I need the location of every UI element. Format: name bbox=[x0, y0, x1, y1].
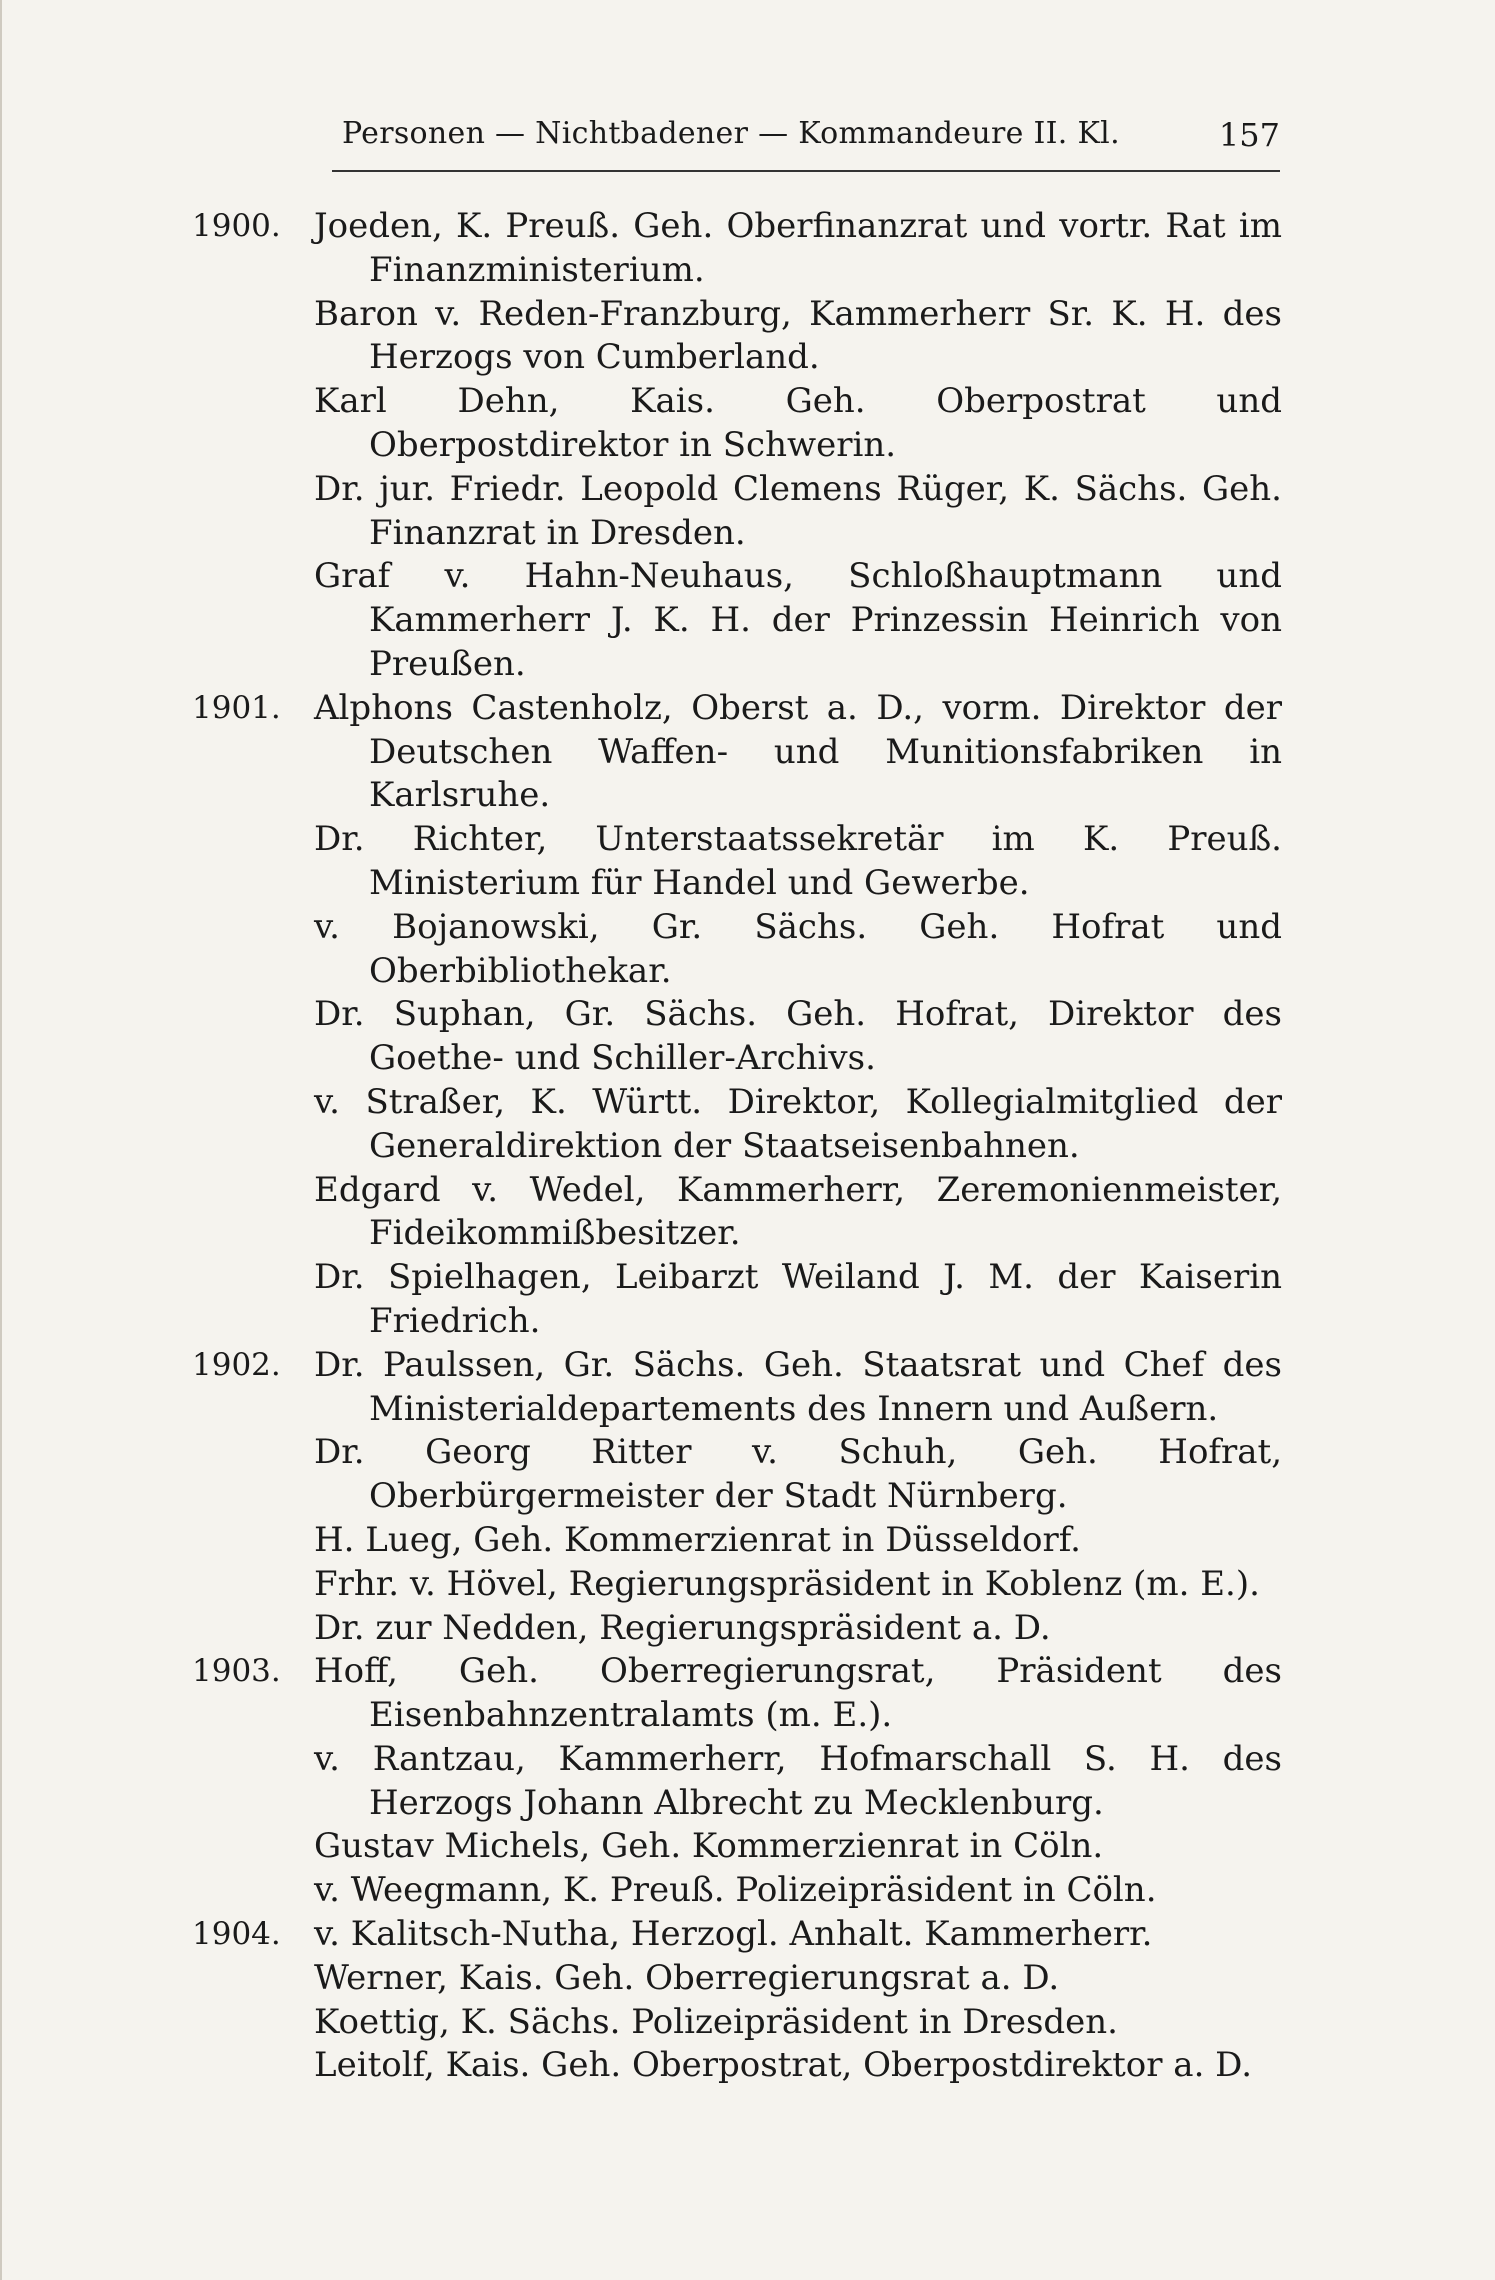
list-item: Gustav Michels, Geh. Kommerzienrat in Cöln. bbox=[314, 1826, 1104, 1867]
list-item: Werner, Kais. Geh. Oberregierungsrat a. D. bbox=[314, 1957, 1060, 1998]
list-item: Dr. zur Nedden, Regierungspräsident a. D. bbox=[314, 1607, 1051, 1648]
header-rule bbox=[332, 170, 1280, 172]
year-label: 1902. bbox=[192, 1346, 281, 1383]
year-label: 1901. bbox=[192, 689, 281, 726]
year-label: 1904. bbox=[192, 1916, 281, 1953]
list-item: Leitolf, Kais. Geh. Oberpostrat, Oberpostdirektor a. D. bbox=[314, 2045, 1253, 2086]
list-item: Alphons Castenholz, Oberst a. D., vorm. Direktor der Deutschen Waffen- und Munitionsfabriken in Karlsruhe. bbox=[314, 687, 1282, 816]
list-item: Frhr. v. Hövel, Regierungspräsident in Koblenz (m. E.). bbox=[314, 1563, 1260, 1604]
list-item: v. Weegmann, K. Preuß. Polizeipräsident in Cöln. bbox=[314, 1870, 1157, 1911]
running-head bbox=[332, 110, 1280, 160]
year-block-1900 bbox=[192, 205, 1292, 687]
list-item: Baron v. Reden-Franzburg, Kammerherr Sr. K. H. des Herzogs von Cumberland. bbox=[314, 293, 1282, 378]
page-number: 157 bbox=[1218, 116, 1280, 154]
list-item: v. Straßer, K. Württ. Direktor, Kollegialmitglied der Generaldirektion der Staatseisenbahnen. bbox=[314, 1081, 1282, 1166]
list-item: Dr. Suphan, Gr. Sächs. Geh. Hofrat, Direktor des Goethe- und Schiller-Archivs. bbox=[314, 994, 1282, 1079]
list-item: Koettig, K. Sächs. Polizeipräsident in Dresden. bbox=[314, 2001, 1118, 2042]
year-label: 1900. bbox=[192, 208, 281, 244]
list-item: Joeden, K. Preuß. Geh. Oberfinanzrat und vortr. Rat im Finanzministerium. bbox=[314, 206, 1282, 290]
list-item: v. Bojanowski, Gr. Sächs. Geh. Hofrat und Oberbibliothekar. bbox=[314, 906, 1282, 991]
entry-list bbox=[314, 1650, 1282, 1913]
list-item: H. Lueg, Geh. Kommerzienrat in Düsseldorf. bbox=[314, 1519, 1081, 1560]
list-item: Karl Dehn, Kais. Geh. Oberpostrat und Oberpostdirektor in Schwerin. bbox=[314, 381, 1282, 465]
running-head-title: Personen — Nichtbadener — Kommandeure II. Kl. bbox=[342, 116, 1120, 151]
list-item: Edgard v. Wedel, Kammerherr, Zeremonienmeister, Fideikommißbesitzer. bbox=[314, 1169, 1282, 1254]
list-item: Hoff, Geh. Oberregierungsrat, Präsident des Eisenbahnzentralamts (m. E.). bbox=[314, 1651, 1282, 1736]
list-item: v. Kalitsch-Nutha, Herzogl. Anhalt. Kammerherr. bbox=[314, 1914, 1153, 1955]
list-item: Dr. Richter, Unterstaatssekretär im K. Preuß. Ministerium für Handel und Gewerbe. bbox=[314, 819, 1282, 903]
year-block-1902 bbox=[192, 1344, 1292, 1651]
entry-list bbox=[314, 1913, 1282, 2088]
list-item: Dr. Georg Ritter v. Schuh, Geh. Hofrat, Oberbürgermeister der Stadt Nürnberg. bbox=[314, 1432, 1282, 1517]
list-item: Graf v. Hahn-Neuhaus, Schloßhauptmann und Kammerherr J. K. H. der Prinzessin Heinrich von Preußen. bbox=[314, 556, 1282, 684]
year-block-1901 bbox=[192, 687, 1292, 1344]
list-item: v. Rantzau, Kammerherr, Hofmarschall S. H. des Herzogs Johann Albrecht zu Mecklenburg. bbox=[314, 1738, 1282, 1823]
list-content bbox=[192, 205, 1292, 2088]
year-block-1904 bbox=[192, 1913, 1292, 2088]
list-item: Dr. Paulssen, Gr. Sächs. Geh. Staatsrat und Chef des Ministerialdepartements des Innern und Außern. bbox=[314, 1344, 1282, 1429]
list-item: Dr. jur. Friedr. Leopold Clemens Rüger, K. Sächs. Geh. Finanzrat in Dresden. bbox=[314, 468, 1282, 553]
year-label: 1903. bbox=[192, 1653, 281, 1690]
list-item: Dr. Spielhagen, Leibarzt Weiland J. M. der Kaiserin Friedrich. bbox=[314, 1257, 1282, 1341]
entry-list bbox=[314, 687, 1282, 1344]
entry-list bbox=[314, 205, 1282, 687]
entry-list bbox=[314, 1344, 1282, 1651]
year-block-1903 bbox=[192, 1650, 1292, 1913]
